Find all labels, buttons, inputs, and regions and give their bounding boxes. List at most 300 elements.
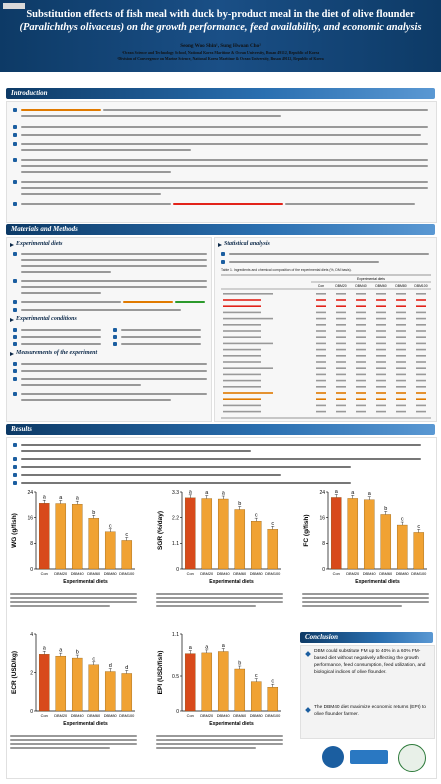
table-column-header: DBM100 bbox=[414, 284, 428, 288]
table-column-header: DBM20 bbox=[335, 284, 347, 288]
table-row-label bbox=[223, 312, 261, 314]
bar bbox=[39, 654, 49, 711]
table-cell bbox=[396, 392, 406, 394]
table-cell bbox=[336, 324, 346, 326]
significance-letter: a bbox=[188, 489, 192, 496]
introduction-header bbox=[6, 88, 435, 99]
table-cell bbox=[316, 367, 326, 369]
table-cell bbox=[376, 312, 386, 314]
bullet-icon bbox=[13, 133, 17, 137]
chart-svg bbox=[6, 628, 141, 733]
x-axis-label: Experimental diets bbox=[209, 579, 254, 585]
table-cell bbox=[376, 299, 386, 301]
table-cell bbox=[396, 299, 406, 301]
university-logo bbox=[322, 746, 344, 768]
results-text-line bbox=[21, 474, 281, 476]
table-row-label bbox=[223, 398, 261, 400]
table-cell bbox=[336, 374, 346, 376]
table-cell bbox=[396, 330, 406, 332]
table-cell bbox=[316, 312, 326, 314]
table-cell bbox=[316, 411, 326, 413]
figure-caption bbox=[10, 592, 137, 609]
diamond-bullet-icon bbox=[305, 707, 311, 713]
x-tick-label: DBM100 bbox=[119, 713, 135, 718]
x-tick-label: DBM100 bbox=[119, 571, 135, 576]
table-cell bbox=[336, 405, 346, 407]
affiliation-2: ²Division of Convergence on Marine Science, National Korea Maritime & Ocean University, Busan 49112, Republic of Korea bbox=[117, 57, 324, 61]
bullet-icon bbox=[221, 252, 225, 256]
x-axis-label: Experimental diets bbox=[63, 579, 108, 585]
methods-text-line bbox=[21, 253, 207, 255]
table-cell bbox=[336, 392, 346, 394]
results-title: Results bbox=[11, 425, 33, 433]
table-cell bbox=[356, 318, 366, 320]
table-row-label bbox=[223, 299, 261, 301]
bar bbox=[122, 673, 132, 711]
table-row-label bbox=[223, 293, 273, 295]
table-cell bbox=[376, 355, 386, 357]
table-cell bbox=[336, 312, 346, 314]
bullet-icon bbox=[13, 108, 17, 112]
conclusion-text-1: DBM could substitute FM up to 40% in a 60% FM-based diet without negatively affecting the growth performance, feed consumption, feed utilization, and biological indices of olive flounder. bbox=[314, 649, 426, 675]
table-cell bbox=[376, 343, 386, 345]
table-caption: Table 1. Ingredients and chemical composition of the experimental diets (%, DM basis). bbox=[221, 268, 352, 272]
methods-text-line bbox=[21, 271, 111, 273]
triangle-icon bbox=[218, 243, 222, 247]
table-cell bbox=[356, 380, 366, 382]
table-cell bbox=[416, 336, 426, 338]
title-line-2: (Paralichthys olivaceus) on the growth performance, feed availability, and economic analysis bbox=[19, 21, 422, 33]
table-cell bbox=[356, 355, 366, 357]
table-cell bbox=[396, 305, 406, 307]
bar bbox=[218, 652, 228, 712]
chart-wg bbox=[6, 486, 141, 591]
table-cell bbox=[376, 293, 386, 295]
results-header bbox=[6, 424, 435, 435]
table-cell bbox=[356, 324, 366, 326]
table-cell bbox=[376, 386, 386, 388]
bar bbox=[268, 687, 278, 711]
y-tick-label: 2 bbox=[30, 670, 33, 677]
x-tick-label: Con bbox=[186, 571, 194, 576]
x-tick-label: DBM80 bbox=[249, 571, 263, 576]
table-cell bbox=[376, 324, 386, 326]
methods-text-line bbox=[121, 336, 201, 338]
table-cell bbox=[356, 299, 366, 301]
table-cell bbox=[396, 367, 406, 369]
y-tick-label: 8 bbox=[322, 541, 325, 548]
table-cell bbox=[336, 398, 346, 400]
table-cell bbox=[416, 312, 426, 314]
y-tick-label: 1.1 bbox=[172, 631, 179, 638]
methods-text-line bbox=[21, 292, 101, 294]
bar bbox=[39, 503, 49, 569]
table-cell bbox=[376, 405, 386, 407]
bar bbox=[202, 499, 212, 569]
bullet-icon bbox=[13, 392, 17, 396]
intro-text-line bbox=[21, 115, 281, 117]
significance-letter: a bbox=[42, 494, 46, 501]
table-column-header: Con bbox=[317, 284, 325, 288]
x-tick-label: DBM60 bbox=[379, 571, 393, 576]
table-cell bbox=[416, 374, 426, 376]
y-tick-label: 2.2 bbox=[172, 515, 179, 522]
table-cell bbox=[316, 349, 326, 351]
table-cell bbox=[356, 312, 366, 314]
chart-sgr bbox=[152, 486, 287, 591]
bar bbox=[72, 658, 82, 711]
title-line-1: Substitution effects of fish meal with duck by-product meal in the diet of olive flounder bbox=[26, 9, 415, 20]
table-cell bbox=[376, 349, 386, 351]
bullet-icon bbox=[113, 328, 117, 332]
table-cell bbox=[336, 380, 346, 382]
table-cell bbox=[336, 293, 346, 295]
bullet-icon bbox=[13, 158, 17, 162]
table-cell bbox=[356, 343, 366, 345]
table-cell bbox=[416, 405, 426, 407]
table-group-header: Experimental diets bbox=[357, 277, 385, 281]
bullet-icon bbox=[13, 443, 17, 447]
chart-svg bbox=[298, 486, 433, 591]
introduction-panel bbox=[6, 101, 437, 223]
organization-seal-logo bbox=[398, 744, 426, 772]
table-cell bbox=[376, 318, 386, 320]
table-cell bbox=[376, 305, 386, 307]
triangle-icon bbox=[10, 352, 14, 356]
bullet-icon bbox=[13, 342, 17, 346]
table-cell bbox=[356, 374, 366, 376]
bullet-icon bbox=[13, 473, 17, 477]
intro-text-line bbox=[21, 143, 428, 145]
significance-letter: a bbox=[188, 645, 192, 652]
significance-letter: c bbox=[92, 656, 96, 663]
bar bbox=[251, 682, 261, 711]
x-tick-label: DBM40 bbox=[362, 571, 376, 576]
methods-text-line bbox=[21, 378, 207, 380]
bar bbox=[56, 504, 66, 569]
table-row-label bbox=[223, 386, 261, 388]
table-cell bbox=[376, 392, 386, 394]
table-row-label bbox=[223, 392, 273, 394]
triangle-icon bbox=[10, 318, 14, 322]
significance-letter: b bbox=[238, 660, 242, 667]
table-cell bbox=[396, 318, 406, 320]
table-row-label bbox=[223, 374, 261, 376]
table-cell bbox=[396, 411, 406, 413]
methods-text-line bbox=[229, 261, 379, 263]
bar bbox=[235, 510, 245, 570]
table-cell bbox=[316, 293, 326, 295]
bar bbox=[414, 532, 424, 569]
table-cell bbox=[396, 355, 406, 357]
significance-letter: a bbox=[75, 495, 79, 502]
results-text-line bbox=[21, 450, 251, 452]
methods-text-line bbox=[21, 363, 207, 365]
table-row-label bbox=[223, 305, 261, 307]
methods-text-line bbox=[21, 384, 141, 386]
bullet-icon bbox=[13, 369, 17, 373]
x-tick-label: DBM80 bbox=[103, 713, 117, 718]
table-cell bbox=[356, 367, 366, 369]
table-cell bbox=[416, 324, 426, 326]
table-cell bbox=[316, 336, 326, 338]
table-cell bbox=[356, 398, 366, 400]
table-cell bbox=[416, 355, 426, 357]
table-row-label bbox=[223, 330, 261, 332]
table-cell bbox=[376, 380, 386, 382]
x-tick-label: Con bbox=[40, 571, 48, 576]
bar bbox=[348, 498, 358, 569]
bullet-icon bbox=[113, 335, 117, 339]
table-column-header: DBM80 bbox=[395, 284, 407, 288]
table-cell bbox=[336, 318, 346, 320]
table-cell bbox=[316, 299, 326, 301]
table-cell bbox=[356, 293, 366, 295]
significance-letter: a bbox=[351, 489, 355, 496]
table-cell bbox=[336, 411, 346, 413]
bar bbox=[185, 654, 195, 711]
bar bbox=[89, 518, 99, 569]
table-cell bbox=[416, 349, 426, 351]
table-cell bbox=[316, 318, 326, 320]
y-axis-label: SGR (%/day) bbox=[157, 510, 164, 551]
bullet-icon bbox=[13, 279, 17, 283]
table-cell bbox=[416, 380, 426, 382]
table-cell bbox=[416, 367, 426, 369]
significance-letter: b bbox=[75, 649, 79, 656]
intro-text-line bbox=[21, 159, 428, 161]
x-tick-label: DBM20 bbox=[200, 571, 214, 576]
bullet-icon bbox=[13, 335, 17, 339]
table-cell bbox=[376, 374, 386, 376]
conclusion-title: Conclusion bbox=[305, 633, 339, 641]
y-tick-label: 3.3 bbox=[172, 489, 179, 496]
table-cell bbox=[336, 349, 346, 351]
x-tick-label: DBM40 bbox=[70, 571, 84, 576]
conclusion-text-2: The DBM40 diet maximize economic returns (EPI) to olive flounder farmer. bbox=[314, 705, 426, 717]
x-tick-label: DBM100 bbox=[265, 713, 281, 718]
results-text-line bbox=[21, 482, 351, 484]
intro-text-line bbox=[21, 193, 161, 195]
x-tick-label: DBM40 bbox=[216, 713, 230, 718]
table-cell bbox=[336, 386, 346, 388]
table-cell bbox=[396, 293, 406, 295]
significance-letter: a bbox=[334, 488, 338, 495]
table-cell bbox=[416, 330, 426, 332]
bullet-icon bbox=[13, 457, 17, 461]
significance-letter: b bbox=[238, 501, 242, 507]
significance-letter: c bbox=[271, 520, 275, 527]
bullet-icon bbox=[13, 125, 17, 129]
figure-caption bbox=[302, 592, 429, 609]
intro-text-line bbox=[173, 203, 283, 205]
table-row-label bbox=[223, 361, 261, 363]
figure-caption bbox=[156, 734, 283, 751]
y-tick-label: 0.5 bbox=[172, 673, 179, 680]
significance-letter: a bbox=[59, 495, 63, 502]
significance-letter: a bbox=[205, 644, 209, 651]
bullet-icon bbox=[13, 377, 17, 381]
bar bbox=[202, 653, 212, 711]
table-cell bbox=[336, 343, 346, 345]
table-cell bbox=[336, 336, 346, 338]
methods-text-line bbox=[21, 336, 101, 338]
bar bbox=[364, 500, 374, 569]
results-text-line bbox=[21, 466, 351, 468]
table-cell bbox=[316, 324, 326, 326]
table-row-label bbox=[223, 380, 261, 382]
table-cell bbox=[316, 380, 326, 382]
table-row-label bbox=[223, 318, 273, 320]
poster-title bbox=[8, 9, 433, 34]
table-cell bbox=[376, 411, 386, 413]
ingredients-table bbox=[221, 274, 431, 419]
methods-text-line bbox=[21, 265, 207, 267]
table-cell bbox=[396, 349, 406, 351]
methods-text-line bbox=[229, 253, 429, 255]
bar bbox=[235, 669, 245, 711]
bullet-icon bbox=[13, 328, 17, 332]
methods-text-line bbox=[21, 301, 121, 303]
significance-letter: c bbox=[400, 516, 404, 523]
x-tick-label: DBM80 bbox=[103, 571, 117, 576]
x-axis-label: Experimental diets bbox=[63, 721, 108, 727]
methods-text-line bbox=[21, 309, 181, 311]
intro-text-line bbox=[21, 109, 101, 111]
significance-letter: a bbox=[221, 643, 225, 649]
methods-text-line bbox=[21, 370, 207, 372]
x-tick-label: DBM80 bbox=[249, 713, 263, 718]
statistical-analysis-heading: Statistical analysis bbox=[224, 241, 270, 247]
table-cell bbox=[356, 336, 366, 338]
table-cell bbox=[376, 398, 386, 400]
significance-letter: c bbox=[271, 678, 275, 685]
table-cell bbox=[316, 392, 326, 394]
chart-ecr bbox=[6, 628, 141, 733]
diamond-bullet-icon bbox=[305, 651, 311, 657]
table-cell bbox=[396, 374, 406, 376]
table-cell bbox=[356, 386, 366, 388]
materials-title: Materials and Methods bbox=[11, 225, 78, 233]
intro-text-line bbox=[21, 149, 191, 151]
x-tick-label: DBM40 bbox=[216, 571, 230, 576]
y-tick-label: 16 bbox=[319, 515, 325, 522]
y-tick-label: 0 bbox=[30, 566, 33, 573]
bar bbox=[72, 504, 82, 569]
table-cell bbox=[336, 355, 346, 357]
table-cell bbox=[416, 305, 426, 307]
measurements-heading: Measurements of the experiment bbox=[16, 350, 98, 356]
materials-header bbox=[6, 224, 435, 235]
conclusion-panel bbox=[300, 645, 435, 739]
table-cell bbox=[376, 361, 386, 363]
table-row-label bbox=[223, 343, 273, 345]
table-row-label bbox=[223, 349, 261, 351]
chart-svg bbox=[152, 628, 287, 733]
table-cell bbox=[356, 392, 366, 394]
table-cell bbox=[336, 367, 346, 369]
table-cell bbox=[336, 299, 346, 301]
methods-text-line bbox=[21, 399, 171, 401]
table-cell bbox=[416, 299, 426, 301]
x-tick-label: DBM100 bbox=[265, 571, 281, 576]
bar bbox=[105, 532, 115, 569]
methods-text-line bbox=[121, 329, 201, 331]
intro-text-line bbox=[21, 134, 421, 136]
methods-left-panel bbox=[6, 237, 212, 422]
table-row-label bbox=[223, 405, 261, 407]
table-cell bbox=[316, 361, 326, 363]
table-cell bbox=[336, 330, 346, 332]
conclusion-header bbox=[300, 632, 433, 643]
y-tick-label: 16 bbox=[27, 515, 33, 522]
table-cell bbox=[316, 355, 326, 357]
x-tick-label: DBM60 bbox=[233, 713, 247, 718]
table-cell bbox=[356, 411, 366, 413]
affiliation-1: ¹Ocean Science and Technology School, National Korea Maritime & Ocean University, Busan 49112, Republic of Korea bbox=[121, 51, 320, 55]
bullet-icon bbox=[13, 180, 17, 184]
table-cell bbox=[356, 361, 366, 363]
methods-right-panel bbox=[214, 237, 437, 422]
table-cell bbox=[336, 361, 346, 363]
table-row-label bbox=[223, 336, 261, 338]
y-tick-label: 0 bbox=[30, 708, 33, 715]
table-cell bbox=[376, 367, 386, 369]
x-tick-label: DBM60 bbox=[87, 713, 101, 718]
table-cell bbox=[336, 305, 346, 307]
significance-letter: b bbox=[92, 509, 96, 516]
institute-logo bbox=[350, 750, 388, 764]
table-cell bbox=[316, 330, 326, 332]
triangle-icon bbox=[10, 243, 14, 247]
significance-letter: d bbox=[125, 664, 129, 671]
bar bbox=[381, 514, 391, 569]
significance-letter: c bbox=[254, 512, 258, 519]
table-cell bbox=[396, 386, 406, 388]
table-cell bbox=[416, 343, 426, 345]
bullet-icon bbox=[13, 300, 17, 304]
table-cell bbox=[316, 305, 326, 307]
results-text-line bbox=[21, 458, 421, 460]
table-cell bbox=[356, 330, 366, 332]
table-cell bbox=[356, 405, 366, 407]
x-tick-label: DBM20 bbox=[346, 571, 360, 576]
x-tick-label: DBM40 bbox=[70, 713, 84, 718]
intro-text-line bbox=[21, 203, 171, 205]
x-axis-label: Experimental diets bbox=[355, 579, 400, 585]
results-text-line bbox=[21, 444, 421, 446]
table-row-label bbox=[223, 411, 261, 413]
bullet-icon bbox=[13, 202, 17, 206]
y-tick-label: 4 bbox=[30, 631, 33, 638]
y-axis-label: WG (g/fish) bbox=[11, 513, 18, 548]
methods-text-line bbox=[21, 329, 101, 331]
y-axis-label: ECR (USD/kg) bbox=[11, 651, 18, 694]
bar bbox=[397, 525, 407, 569]
y-tick-label: 24 bbox=[319, 489, 325, 496]
table-cell bbox=[376, 330, 386, 332]
x-tick-label: DBM80 bbox=[395, 571, 409, 576]
significance-letter: a bbox=[59, 647, 63, 654]
table-column-header: DBM40 bbox=[355, 284, 367, 288]
y-tick-label: 0 bbox=[176, 566, 179, 573]
bullet-icon bbox=[13, 252, 17, 256]
significance-letter: c bbox=[108, 523, 112, 530]
x-tick-label: DBM20 bbox=[54, 571, 68, 576]
intro-text-line bbox=[21, 126, 428, 128]
table-cell bbox=[316, 398, 326, 400]
x-tick-label: DBM20 bbox=[54, 713, 68, 718]
